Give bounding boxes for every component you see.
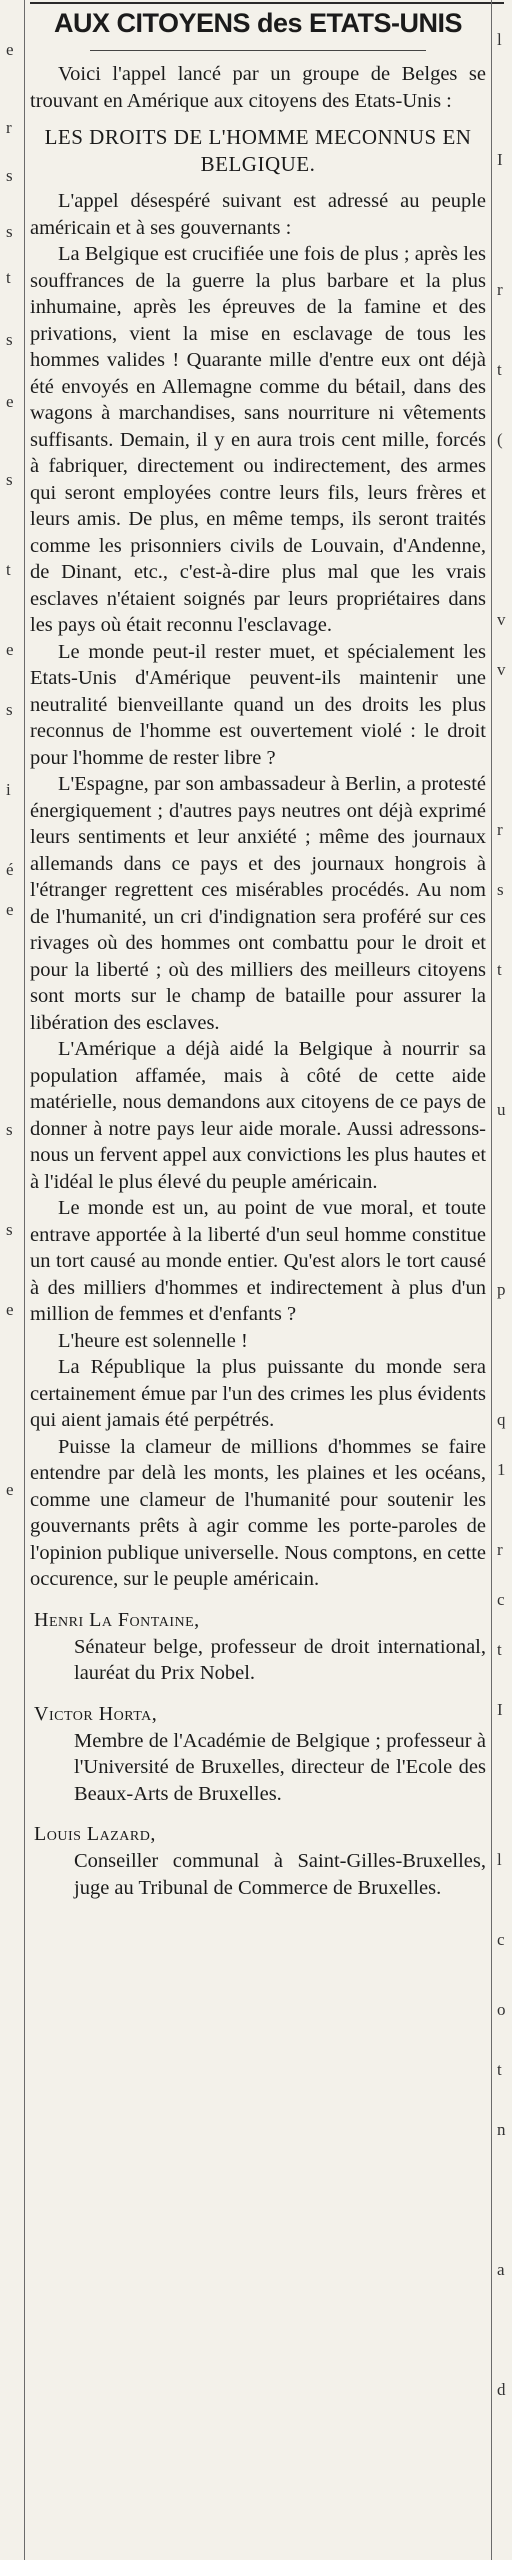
body-paragraph: Le monde peut-il rester muet, et spécialement les Etats-Unis d'Amérique peuvent-ils maintenir une neutralité bienveillante quand un des droits les plus reconnus de l'homme est ouvertement violé : le droit pour l'homme de rester libre ?: [30, 640, 486, 769]
left-column-letter: s: [6, 166, 13, 185]
right-column-letter: r: [497, 280, 503, 299]
signatory-title: Sénateur belge, professeur de droit international, lauréat du Prix Nobel.: [74, 1635, 486, 1684]
left-column-letter: s: [6, 1120, 13, 1139]
body-paragraph: Le monde est un, au point de vue moral, et toute entrave apportée à la liberté d'un seul homme constitue un tort causé au monde entier. Qu'est alors le tort causé à des milliers d'hommes et indirectement à plus d'un million de femmes et d'enfants ?: [30, 1197, 486, 1325]
left-column-letter: i: [6, 780, 11, 799]
left-column-letter: é: [6, 860, 14, 879]
right-column-letter: o: [497, 2000, 506, 2019]
body-paragraph: L'heure est solennelle !: [58, 1329, 248, 1352]
left-column-letter: s: [6, 1220, 13, 1239]
right-column-letter: q: [497, 1410, 506, 1429]
column-divider-left: [24, 0, 25, 2560]
article-body: [30, 188, 486, 1593]
left-column-letter: e: [6, 900, 14, 919]
article-headline: AUX CITOYENS des ETATS-UNIS: [53, 8, 463, 38]
left-column-letter: t: [6, 560, 11, 579]
signatory: [30, 1821, 486, 1901]
left-column-letter: r: [6, 118, 12, 137]
intro-paragraph: Voici l'appel lancé par un groupe de Belges se trouvant en Amérique aux citoyens des Etats-Unis :: [30, 63, 486, 112]
left-column-letter: e: [6, 1480, 14, 1499]
article: [30, 6, 486, 1901]
right-column-letter: r: [497, 1540, 503, 1559]
left-column-letter: s: [6, 330, 13, 349]
signatory-name: Victor Horta,: [34, 1702, 158, 1725]
left-column-letter: s: [6, 700, 13, 719]
signatory-title: Conseiller communal à Saint-Gilles-Bruxelles, juge au Tribunal de Commerce de Bruxelles.: [74, 1850, 486, 1899]
right-column-letter: n: [497, 2120, 506, 2139]
right-column-letter: s: [497, 880, 504, 899]
body-paragraph: L'appel désespéré suivant est adressé au peuple américain et à ses gouvernants :: [30, 190, 486, 239]
left-column-letter: e: [6, 392, 14, 411]
signatory: [30, 1607, 486, 1687]
left-column-letter: t: [6, 268, 11, 287]
right-column-letter: c: [497, 1590, 505, 1609]
signatory-name: Louis Lazard,: [34, 1823, 156, 1845]
right-column-letter: v: [497, 610, 506, 629]
right-column-letter: c: [497, 1930, 505, 1949]
signatory-name: Henri La Fontaine,: [34, 1608, 200, 1631]
left-column-letter: e: [6, 640, 14, 659]
signatory-title: Membre de l'Académie de Belgique ; professeur à l'Université de Bruxelles, directeur de l'Ecole des Beaux-Arts de Bruxelles.: [74, 1729, 486, 1805]
right-column-letter: t: [497, 960, 502, 979]
signatory: [30, 1701, 486, 1808]
right-column-letter: p: [497, 1280, 506, 1299]
column-divider-right: [491, 0, 492, 2560]
right-column-letter: t: [497, 360, 502, 379]
body-paragraph: Puisse la clameur de millions d'hommes se faire entendre par delà les monts, les plaines et les océans, comme une clameur de l'humanité pour soutenir les gouvernants prêts à agir comme les porte-paroles de l'opinion publique universelle. Nous comptons, en cette occurence, sur le peuple américain.: [30, 1435, 486, 1590]
right-column-letter: r: [497, 820, 503, 839]
body-paragraph: La Belgique est crucifiée une fois de plus ; après les souffrances de la guerre la plus barbare et la plus inhumaine, après les épreuves de la famine et des privations, vient la mise en esclavage de tous les hommes valides ! Quarante mille d'entre eux ont déjà été envoyés en Allemagne comme du bétail, dans des wagons à marchandises, sans nourriture ni vêtements suffisants. Demain, il y en aura trois cent mille, forcés à fabriquer, directement ou indirectement, des armes qui seront employées contre leurs fils, leurs frères et leurs amis. De plus, en même temps, ils seront traités comme les prisonniers civils de Louvain, d'Andenne, de Dinant, etc., c'est-à-dire plus mal que les vrais esclaves n'étaient soignés par leurs propriétaires dans les pays où était reconnu l'esclavage.: [30, 243, 486, 636]
left-column-letter: s: [6, 222, 13, 241]
headline-divider: [90, 50, 426, 51]
right-column-letter: a: [497, 2260, 505, 2279]
right-column-letter: l: [497, 1850, 502, 1869]
right-column-letter: u: [497, 1100, 506, 1119]
right-column-letter: l: [497, 30, 502, 49]
left-column-letter: s: [6, 470, 13, 489]
top-rule: [30, 2, 504, 4]
right-column-letter: I: [497, 1700, 503, 1719]
left-column-letter: e: [6, 40, 14, 59]
right-column-letter: 1: [497, 1460, 506, 1479]
right-column-letter: (: [497, 430, 503, 449]
right-column-letter: t: [497, 1640, 502, 1659]
right-column-letter: v: [497, 660, 506, 679]
left-column-letter: e: [6, 1300, 14, 1319]
article-subheading: LES DROITS DE L'HOMME MECONNUS EN BELGIQUE.: [44, 125, 472, 176]
right-column-letter: I: [497, 150, 503, 169]
body-paragraph: L'Amérique a déjà aidé la Belgique à nourrir sa population affamée, mais à côté de cette aide matérielle, nous demandons aux citoyens de ce pays de donner à notre pays leur aide morale. Aussi adressons-nous un fervent appel aux convictions les plus hautes et à l'idéal le plus élevé du peuple américain.: [30, 1038, 487, 1193]
right-column-letter: t: [497, 2060, 502, 2079]
body-paragraph: L'Espagne, par son ambassadeur à Berlin, a protesté énergiquement ; d'autres pays neutres ont déjà exprimé leurs sentiments et leur anxiété ; même des journaux allemands dans ce pays et des journaux hongrois à l'étranger regrettent ces misérables procédés. Au nom de l'humanité, un cri d'indignation sera proféré sur ces rivages où des hommes ont combattu pour le droit et pour la liberté ; où des milliers des meilleurs citoyens sont morts sur le champ de bataille pour assurer la libération des esclaves.: [30, 773, 486, 1034]
right-column-letter: d: [497, 2380, 506, 2399]
body-paragraph: La République la plus puissante du monde sera certainement émue par l'un des crimes les plus évidents qui aient jamais été perpétrés.: [30, 1356, 486, 1431]
